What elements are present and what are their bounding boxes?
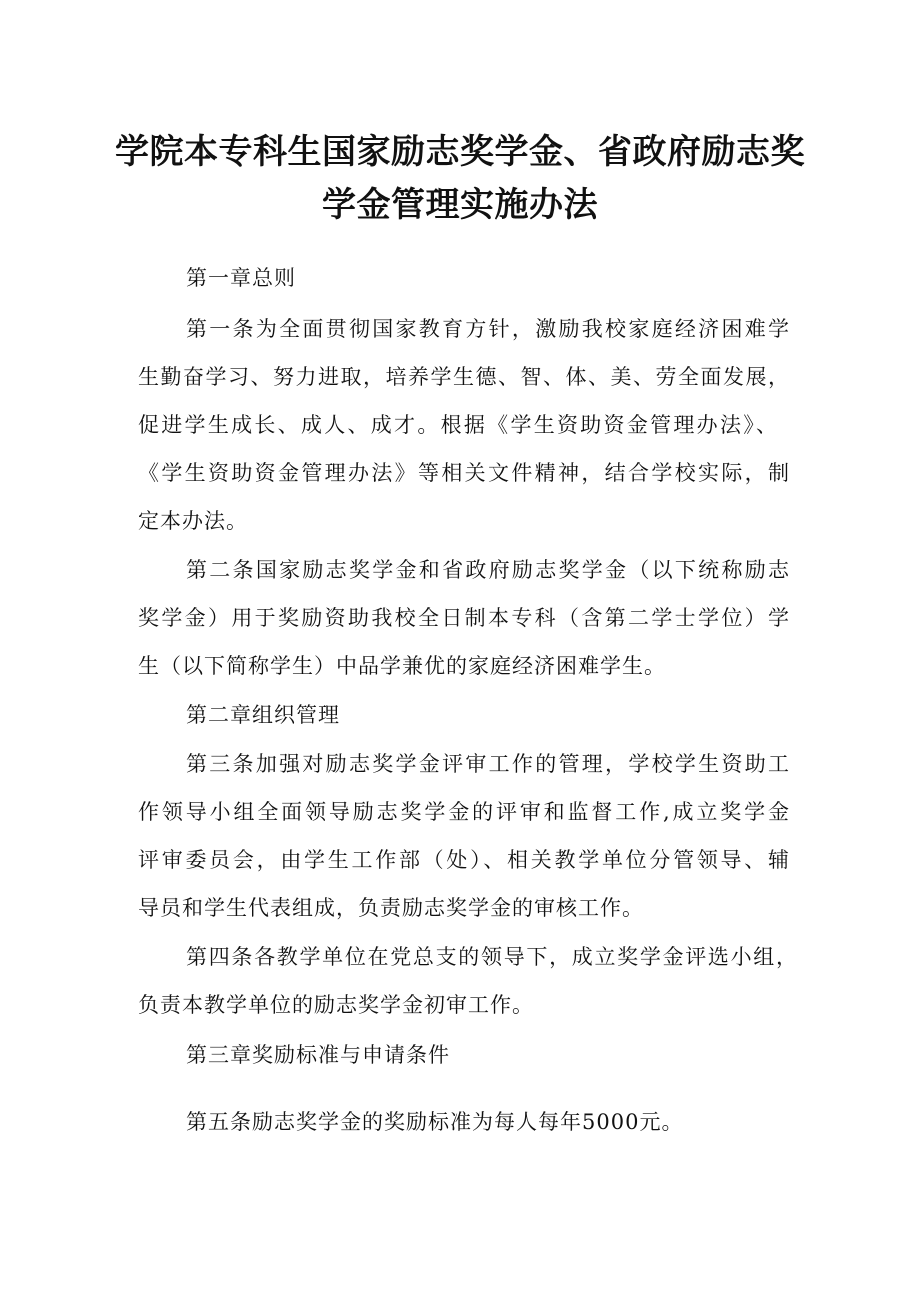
- article-4-line-1: 第四条各教学单位在党总支的领导下，成立奖学金评选小组，: [186, 945, 798, 969]
- article-5-line-1: 第五条励志奖学金的奖励标准为每人每年5000元。: [186, 1110, 684, 1134]
- article-2-line-1: 第二条国家励志奖学金和省政府励志奖学金（以下统称励志: [186, 558, 790, 582]
- article-2-line-2: 奖学金）用于奖励资助我校全日制本专科（含第二学士学位）学: [138, 606, 790, 630]
- chapter-heading-1: 第一章总则: [186, 266, 296, 290]
- article-1-line-4: 《学生资助资金管理办法》等相关文件精神，结合学校实际，制: [138, 461, 790, 485]
- article-1-line-5: 定本办法。: [138, 509, 248, 533]
- article-3-line-4: 导员和学生代表组成，负责励志奖学金的审核工作。: [138, 896, 644, 920]
- article-1-line-2: 生勤奋学习、努力进取，培养学生德、智、体、美、劳全面发展，: [138, 365, 790, 389]
- chapter-heading-2: 第二章组织管理: [186, 703, 340, 727]
- article-2-line-3: 生（以下简称学生）中品学兼优的家庭经济困难学生。: [138, 654, 666, 678]
- document-title-line-2: 学金管理实施办法: [322, 185, 598, 225]
- document-title-line-1: 学院本专科生国家励志奖学金、省政府励志奖: [115, 132, 805, 172]
- article-3-line-1: 第三条加强对励志奖学金评审工作的管理，学校学生资助工: [186, 752, 790, 776]
- article-1-line-1: 第一条为全面贯彻国家教育方针，激励我校家庭经济困难学: [186, 317, 790, 341]
- article-1-line-3: 促进学生成长、成人、成才。根据《学生资助资金管理办法》、: [138, 413, 778, 437]
- article-4-line-2: 负责本教学单位的励志奖学金初审工作。: [138, 993, 534, 1017]
- article-3-line-2: 作领导小组全面领导励志奖学金的评审和监督工作,成立奖学金: [138, 800, 790, 824]
- chapter-heading-3: 第三章奖励标准与申请条件: [186, 1043, 450, 1067]
- article-3-line-3: 评审委员会，由学生工作部（处）、相关教学单位分管领导、辅: [138, 848, 790, 872]
